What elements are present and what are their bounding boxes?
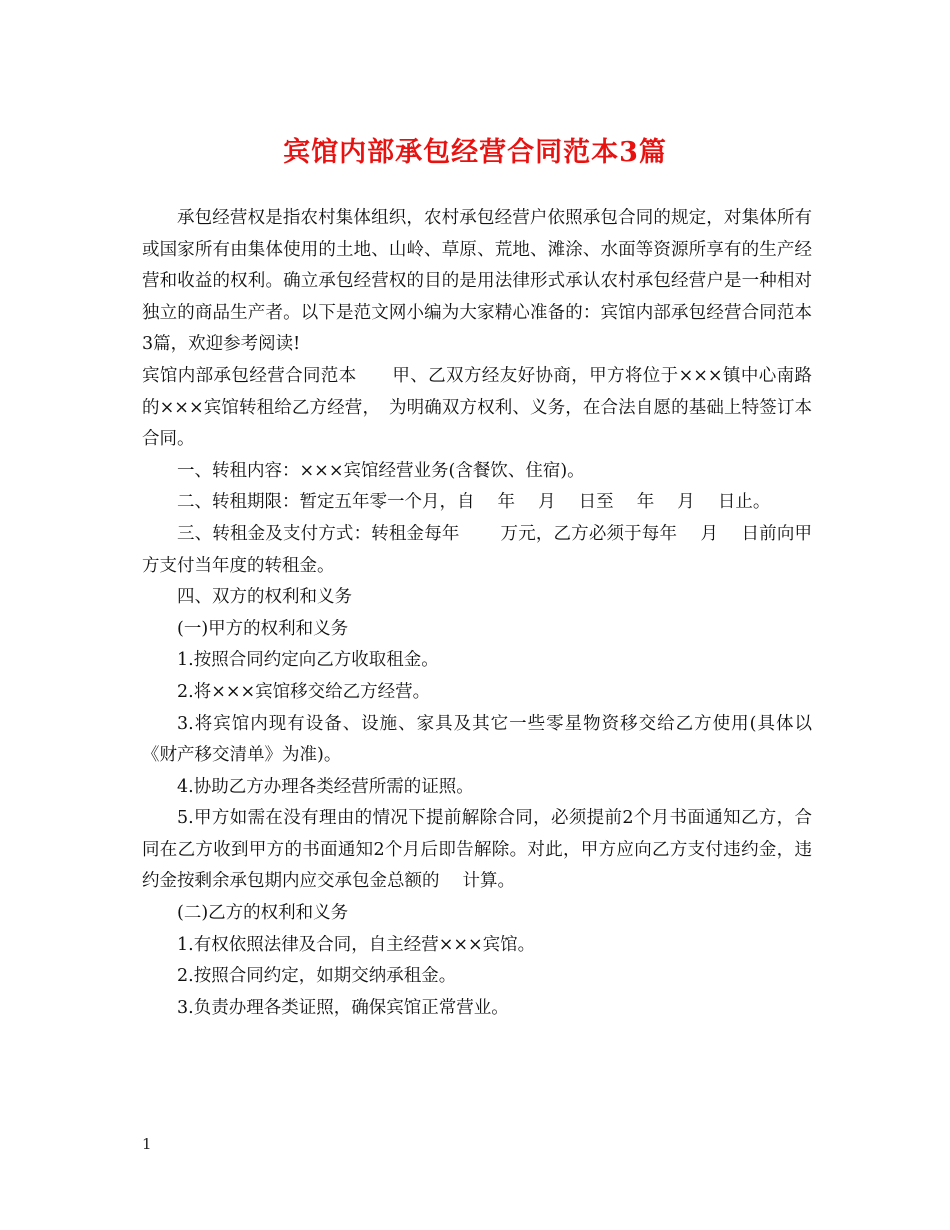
paragraph-clause-1: 一、转租内容：×××宾馆经营业务(含餐饮、住宿)。 — [177, 460, 585, 481]
paragraph-clause-3: 三、转租金及支付方式：转租金每年 万元，乙方必须于每年 月 日前向甲方支付当年度的转租金。 — [142, 523, 812, 576]
page-number: 1 — [142, 1135, 152, 1153]
paragraph-party-b-item-1: 1.有权依照法律及合同，自主经营×××宾馆。 — [177, 934, 536, 955]
paragraph-party-a-heading: (一)甲方的权利和义务 — [177, 618, 349, 639]
paragraph-party-a-item-2: 2.将×××宾馆移交给乙方经营。 — [177, 681, 431, 702]
paragraph-party-b-item-3: 3.负责办理各类证照，确保宾馆正常营业。 — [177, 997, 509, 1018]
document-title: 宾馆内部承包经营合同范本3篇 — [283, 137, 667, 168]
paragraph-party-a-item-4: 4.协助乙方办理各类经营所需的证照。 — [177, 776, 474, 797]
paragraph-preamble: 宾馆内部承包经营合同范本 甲、乙双方经友好协商，甲方将位于×××镇中心南路的×××宾馆转租给乙方经营， 为明确双方权利、义务，在合法自愿的基础上特签订本合同。 — [142, 365, 812, 450]
paragraph-party-a-item-1: 1.按照合同约定向乙方收取租金。 — [177, 650, 439, 671]
paragraph-party-b-heading: (二)乙方的权利和义务 — [177, 903, 349, 924]
document-body — [142, 203, 812, 1024]
paragraph-clause-4: 四、双方的权利和义务 — [177, 587, 352, 608]
paragraph-party-b-item-2: 2.按照合同约定，如期交纳承租金。 — [177, 966, 457, 987]
paragraph-clause-2: 二、转租期限：暂定五年零一个月，自 年 月 日至 年 月 日止。 — [177, 492, 771, 513]
paragraph-party-a-item-3: 3.将宾馆内现有设备、设施、家具及其它一些零星物资移交给乙方使用(具体以《财产移交清单》为准)。 — [142, 713, 812, 766]
paragraph-party-a-item-5: 5.甲方如需在没有理由的情况下提前解除合同，必须提前2个月书面通知乙方，合同在乙方收到甲方的书面通知2个月后即告解除。对此，甲方应向乙方支付违约金，违约金按剩余承包期内应交承包金总额的 计算。 — [142, 808, 812, 892]
paragraph-intro: 承包经营权是指农村集体组织，农村承包经营户依照承包合同的规定，对集体所有或国家所有由集体使用的土地、山岭、草原、荒地、滩涂、水面等资源所享有的生产经营和收益的权利。确立承包经营权的目的是用法律形式承认农村承包经营户是一种相对独立的商品生产者。以下是范文网小编为大家精心准备的：宾馆内部承包经营合同范本3篇，欢迎参考阅读! — [142, 208, 812, 355]
